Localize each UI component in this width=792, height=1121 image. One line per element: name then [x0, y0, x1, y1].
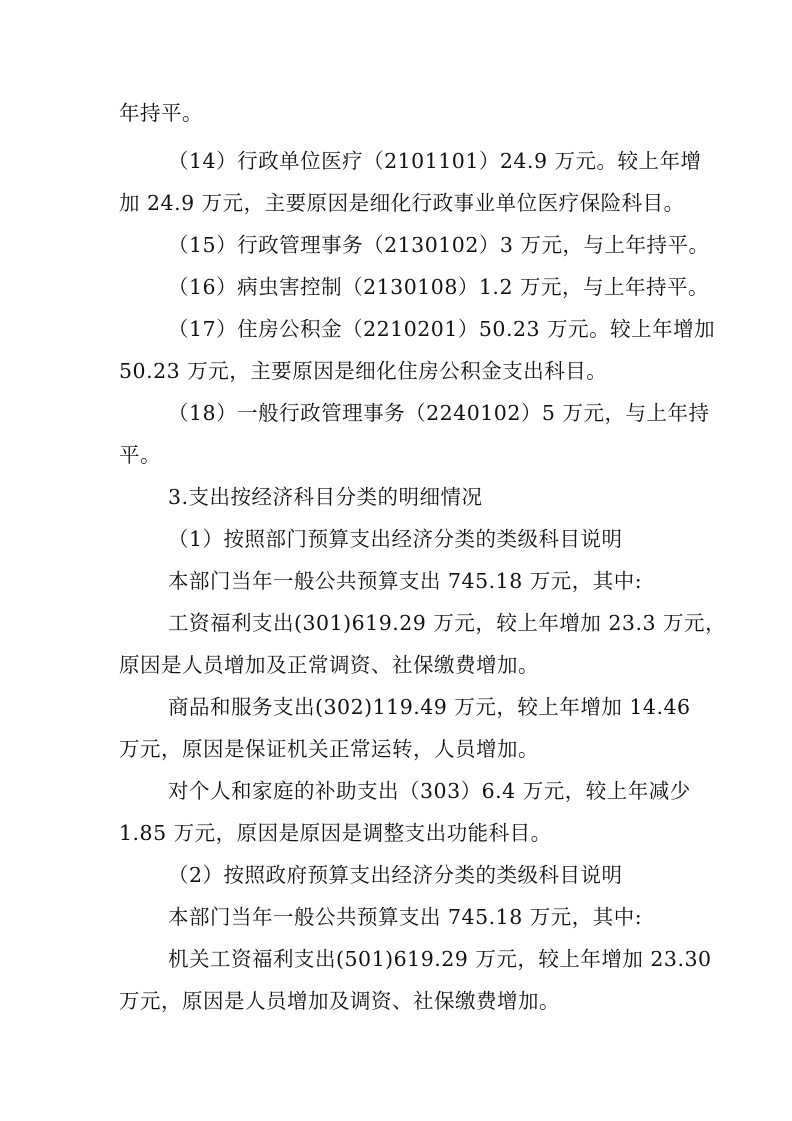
section-heading: 3.支出按经济科目分类的明细情况 — [168, 485, 483, 509]
text-line: 机关工资福利支出(501)619.29 万元，较上年增加 23.30 — [168, 947, 712, 971]
text-line: 工资福利支出(301)619.29 万元，较上年增加 23.3 万元， — [168, 611, 727, 635]
subsection-heading: （2）按照政府预算支出经济分类的类级科目说明 — [168, 863, 623, 887]
text-line: 平。 — [119, 443, 161, 467]
text-line: （15）行政管理事务（2130102）3 万元，与上年持平。 — [168, 233, 710, 257]
subsection-heading: （1）按照部门预算支出经济分类的类级科目说明 — [168, 527, 623, 551]
text-line: 加 24.9 万元，主要原因是细化行政事业单位医疗保险科目。 — [119, 191, 685, 215]
text-line: 50.23 万元，主要原因是细化住房公积金支出科目。 — [119, 359, 608, 383]
text-line: 1.85 万元，原因是原因是调整支出功能科目。 — [119, 821, 552, 845]
text-line: 原因是人员增加及正常调资、社保缴费增加。 — [119, 653, 539, 677]
text-line: （18）一般行政管理事务（2240102）5 万元，与上年持 — [168, 401, 710, 425]
text-line: 年持平。 — [119, 101, 203, 125]
text-line: （16）病虫害控制（2130108）1.2 万元，与上年持平。 — [168, 275, 710, 299]
text-line: 万元，原因是人员增加及调资、社保缴费增加。 — [119, 989, 560, 1013]
text-line: （17）住房公积金（2210201）50.23 万元。较上年增加 — [168, 317, 716, 341]
text-line: 本部门当年一般公共预算支出 745.18 万元，其中: — [168, 569, 643, 593]
text-line: 万元，原因是保证机关正常运转，人员增加。 — [119, 737, 539, 761]
text-line: 本部门当年一般公共预算支出 745.18 万元，其中: — [168, 905, 643, 929]
text-line: 商品和服务支出(302)119.49 万元，较上年增加 14.46 — [168, 695, 691, 719]
text-line: （14）行政单位医疗（2101101）24.9 万元。较上年增 — [168, 149, 702, 173]
text-line: 对个人和家庭的补助支出（303）6.4 万元，较上年减少 — [168, 779, 691, 803]
